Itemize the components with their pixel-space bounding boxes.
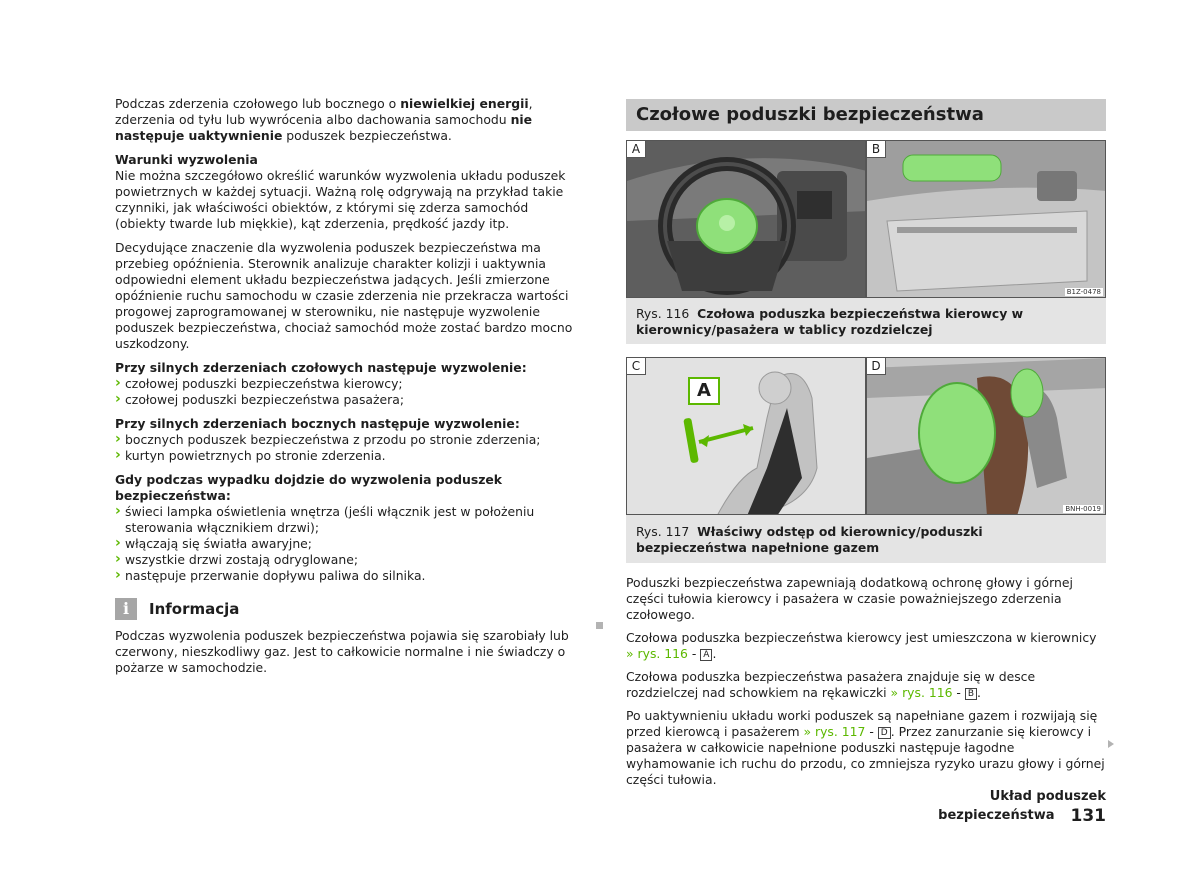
list-item: › włączają się światła awaryjne; — [115, 536, 581, 552]
figure-key-label: D — [878, 727, 891, 739]
figure-panel-d — [866, 357, 1106, 515]
figure-panel-a — [626, 140, 866, 298]
figure-link[interactable]: » rys. 116 — [890, 685, 953, 700]
seating-distance-illustration — [627, 358, 866, 515]
left-column — [115, 96, 581, 684]
figure-link[interactable]: » rys. 116 — [626, 646, 688, 661]
section-end-marker-icon — [596, 622, 603, 629]
deployment-paragraph: Po uaktywnieniu układu worki poduszek są napełniane gazem i rozwijają się przed kierowcą i pasażerem » rys. 117 - D . Przez zanurzanie się kierowcy i pasażera w całkowicie napełnione poduszki następuje łagodne wyhamowanie ich ruchu do przodu, co zmniejsza ryzyko urazu głowy i górnej części tułowia. — [626, 708, 1105, 787]
page-footer — [840, 786, 1106, 826]
driver-airbag-paragraph: Czołowa poduszka bezpieczeństwa kierowcy jest umieszczona w kierownicy » rys. 116 - A . — [626, 630, 1097, 661]
footer-title: Układ poduszek bezpieczeństwa — [938, 789, 1106, 823]
frontal-list — [115, 376, 581, 408]
info-icon: i — [115, 598, 137, 620]
list-item: › czołowej poduszki bezpieczeństwa pasażera; — [115, 392, 581, 408]
list-item: › następuje przerwanie dopływu paliwa do silnika. — [115, 568, 581, 584]
figure-code: B1Z-0478 — [1066, 288, 1101, 296]
distance-label: A — [697, 380, 711, 401]
figure-caption: Rys. 116 Czołowa poduszka bezpieczeństwa kierowcy w kierownicy/pasażera w tablicy rozdzielczej — [636, 306, 1024, 337]
section-title: Czołowe poduszki bezpieczeństwa — [626, 99, 1106, 131]
panel-label-d: D — [867, 358, 886, 375]
accident-heading: Gdy podczas wypadku dojdzie do wyzwolenia poduszek bezpieczeństwa: — [115, 472, 503, 503]
info-title: Informacja — [149, 600, 240, 618]
dashboard-illustration — [867, 141, 1106, 298]
accident-list — [115, 504, 581, 584]
figure-panel-b — [866, 140, 1106, 298]
figure-key-label: A — [700, 649, 712, 661]
inflated-airbags-illustration — [867, 358, 1106, 515]
frontal-heading: Przy silnych zderzeniach czołowych następuje wyzwolenie: — [115, 360, 527, 375]
figure-caption: Rys. 117 Właściwy odstęp od kierownicy/poduszki bezpieczeństwa napełnione gazem — [636, 524, 983, 555]
list-item: › kurtyn powietrznych po stronie zderzenia. — [115, 448, 581, 464]
figure-key-label: B — [965, 688, 977, 700]
list-item: › świeci lampka oświetlenia wnętrza (jeśli włącznik jest w położeniu sterowania włącznikiem drzwi); — [115, 504, 581, 536]
continue-arrow-icon — [1108, 740, 1114, 748]
panel-label-b: B — [867, 141, 886, 158]
intro-paragraph: Podczas zderzenia czołowego lub bocznego o niewielkiej energii, zderzenia od tyłu lub wywrócenia albo dachowania samochodu nie następuje uaktywnienie poduszek bezpieczeństwa. — [115, 96, 533, 143]
info-paragraph: Podczas wyzwolenia poduszek bezpieczeństwa pojawia się szarobiały lub czerwony, nieszkodliwy gaz. Jest to całkowicie normalne i nie świadczy o pożarze w samochodzie. — [115, 628, 569, 675]
figure-116 — [626, 140, 1106, 344]
figure-code: BNH-0019 — [1065, 505, 1101, 513]
side-heading: Przy silnych zderzeniach bocznych następuje wyzwolenie: — [115, 416, 520, 431]
conditions-heading: Warunki wyzwolenia — [115, 152, 258, 167]
list-item: › wszystkie drzwi zostają odryglowane; — [115, 552, 581, 568]
panel-label-a: A — [627, 141, 646, 158]
airbag-intro-paragraph: Poduszki bezpieczeństwa zapewniają dodatkową ochronę głowy i górnej części tułowia kierowcy i pasażera w czasie poważniejszego zderzenia czołowego. — [626, 575, 1073, 622]
info-header — [115, 598, 581, 620]
figure-panel-c — [626, 357, 866, 515]
page-number: 131 — [1070, 805, 1106, 826]
panel-label-c: C — [627, 358, 646, 375]
right-column — [626, 575, 1106, 795]
side-list — [115, 432, 581, 464]
figure-link[interactable]: » rys. 117 — [803, 724, 866, 739]
conditions-paragraph: Nie można szczegółowo określić warunków wyzwolenia układu poduszek powietrznych w każdej sytuacji. Ważną rolę odgrywają na przykład takie czynniki, jak właściwości obiektów, z którymi się zderza samochód (obiekty twarde lub miękkie), kąt zderzenia, prędkość jazdy itp. — [115, 168, 566, 231]
steering-wheel-illustration — [627, 141, 866, 298]
decisive-paragraph: Decydujące znaczenie dla wyzwolenia poduszek bezpieczeństwa ma przebieg opóźnienia. Sterownik analizuje charakter kolizji i uaktywnia odpowiedni element układu bezpieczeństwa jadących. Jeśli zmierzone opóźnienie ruchu samochodu w czasie zderzenia nie przekracza wartości progowej zaprogramowanej w sterowniku, nie następuje wyzwolenie poduszek bezpieczeństwa, chociaż samochód może zostać bardzo mocno uszkodzony. — [115, 240, 573, 351]
passenger-airbag-paragraph: Czołowa poduszka bezpieczeństwa pasażera znajduje się w desce rozdzielczej nad schowkiem na rękawiczki » rys. 116 - B . — [626, 669, 1036, 700]
list-item: › bocznych poduszek bezpieczeństwa z przodu po stronie zderzenia; — [115, 432, 581, 448]
list-item: › czołowej poduszki bezpieczeństwa kierowcy; — [115, 376, 581, 392]
figure-117 — [626, 357, 1106, 563]
